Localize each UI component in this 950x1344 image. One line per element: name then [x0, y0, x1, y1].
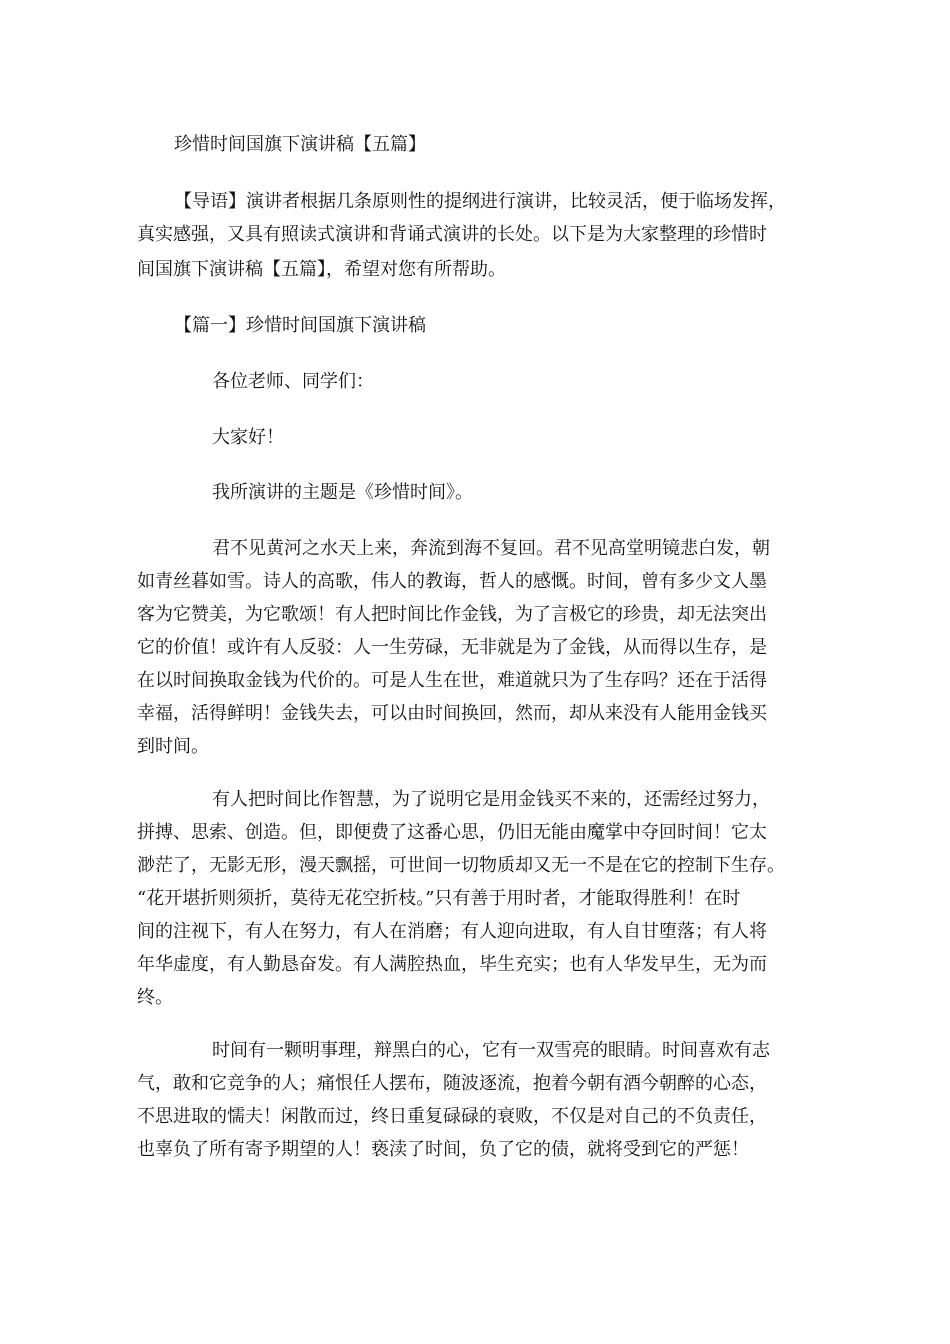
paragraph-line: 也辜负了所有寄予期望的人！亵渎了时间，负了它的债，就将受到它的严惩！: [137, 1139, 749, 1160]
paragraph-line: 间的注视下，有人在努力，有人在消磨；有人迎向进取，有人自甘堕落；有人将: [137, 921, 767, 942]
intro-line: 间国旗下演讲稿【五篇】，希望对您有所帮助。: [137, 259, 506, 280]
paragraph-line: 如青丝暮如雪。诗人的高歌，伟人的教诲，哲人的感慨。时间，曾有多少文人墨: [137, 571, 767, 592]
paragraph-line: 拼搏、思索、创造。但，即便费了这番心思，仍旧无能由魔掌中夺回时间！它太: [137, 822, 767, 843]
intro-line: 【导语】演讲者根据几条原则性的提纲进行演讲，比较灵活，便于临场发挥，: [174, 191, 786, 212]
paragraph-line: 客为它赞美，为它歌颂！有人把时间比作金钱，为了言极它的珍贵，却无法突出: [137, 604, 767, 625]
paragraph-line: 它的价值！或许有人反驳：人一生劳碌，无非就是为了金钱，从而得以生存，是: [137, 637, 767, 658]
section-heading: 【篇一】珍惜时间国旗下演讲稿: [174, 315, 426, 336]
document-title: 珍惜时间国旗下演讲稿【五篇】: [174, 134, 426, 155]
paragraph-line: 幸福，活得鲜明！金钱失去，可以由时间换回，然而，却从来没有人能用金钱买: [137, 703, 767, 724]
topic: 我所演讲的主题是《珍惜时间》。: [212, 482, 473, 503]
paragraph-line: 渺茫了，无影无形，漫天飘摇，可世间一切物质却又无一不是在它的控制下生存。: [137, 855, 785, 876]
paragraph-line: 不思进取的懦夫！闲散而过，终日重复碌碌的衰败，不仅是对自己的不负责任，: [137, 1106, 767, 1127]
paragraph-line: 在以时间换取金钱为代价的。可是人生在世，难道就只为了生存吗？还在于活得: [137, 670, 767, 691]
paragraph-line: “花开堪折则须折，莫待无花空折枝。”只有善于用时者，才能取得胜利！在时: [137, 888, 741, 909]
paragraph-line: 终。: [137, 987, 173, 1008]
intro-line: 真实感强，又具有照读式演讲和背诵式演讲的长处。以下是为大家整理的珍惜时: [137, 224, 767, 245]
hello: 大家好！: [212, 427, 284, 448]
paragraph-line: 有人把时间比作智慧，为了说明它是用金钱买不来的，还需经过努力，: [212, 789, 770, 810]
paragraph-line: 到时间。: [137, 736, 209, 757]
paragraph-line: 时间有一颗明事理，辩黑白的心，它有一双雪亮的眼睛。时间喜欢有志: [212, 1040, 770, 1061]
greeting: 各位老师、同学们：: [212, 371, 374, 392]
paragraph-line: 气，敢和它竞争的人；痛恨任人摆布，随波逐流，抱着今朝有酒今朝醉的心态，: [137, 1073, 767, 1094]
paragraph-line: 年华虚度，有人勤恳奋发。有人满腔热血，毕生充实；也有人华发早生，无为而: [137, 954, 767, 975]
paragraph-line: 君不见黄河之水天上来，奔流到海不复回。君不见高堂明镜悲白发，朝: [212, 538, 770, 559]
